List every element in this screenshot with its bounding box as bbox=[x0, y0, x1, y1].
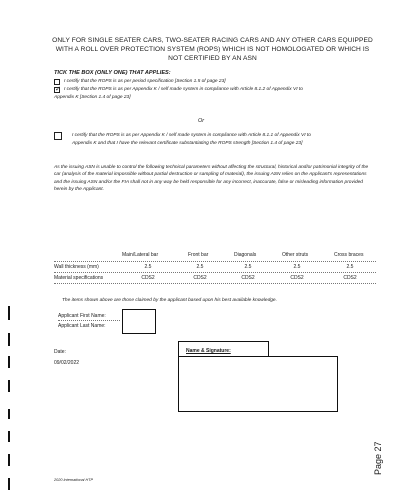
margin-mark bbox=[8, 333, 10, 346]
document-header bbox=[40, 36, 385, 63]
header-line-2: WITH A ROLL OVER PROTECTION SYSTEM (ROPS) WHICH IS NOT HOMOLOGATED OR WHICH IS bbox=[55, 46, 370, 53]
option-2-text-continued: Appendix K [Section 1.4 of page 23] bbox=[54, 95, 131, 100]
page-number: Page 27 bbox=[373, 441, 383, 475]
row-label-material-specifications: Material specifications bbox=[54, 275, 104, 281]
margin-mark bbox=[8, 380, 10, 392]
col-header-main-lateral-bar: Main/Lateral bar bbox=[122, 252, 159, 258]
applicant-last-name-label: Applicant Last Name: bbox=[58, 323, 106, 329]
tick-box-title: TICK THE BOX (ONLY ONE) THAT APPLIES: bbox=[54, 70, 171, 76]
or-separator: Or bbox=[198, 118, 205, 124]
disclaimer-paragraph: As the issuing ASN is unable to control the following technical parameters without affecting the structural, historical and/or patrimonial integrity of the car (analysis of the material impossible without partial destruction or sampling of material), the issuing ASN relies on the Applicant's representations and the issuing ASN and/or the FIA shall not in any way be held responsible for any incorrect, inaccurate, false or misleading information provided herein by the Applicant. bbox=[54, 165, 369, 193]
option-2-text: I certify that the ROPS is as per Appendix K / self made system in compliance with Article 8.1.2 of Appendix VI to bbox=[64, 87, 303, 92]
option-3-checkbox[interactable] bbox=[54, 132, 62, 140]
option-3-text-continued: Appendix K and that I have the relevant certificate substantiating the ROPS strength [Section 1.4 of page 23] bbox=[72, 141, 303, 146]
margin-mark bbox=[8, 431, 10, 442]
table-cell: CDS2 bbox=[343, 275, 357, 281]
option-1-checkbox[interactable] bbox=[54, 79, 60, 85]
margin-mark bbox=[8, 356, 10, 368]
col-header-other-struts: Other struts bbox=[282, 252, 309, 258]
date-label: Date: bbox=[54, 349, 66, 355]
option-2-checkbox[interactable] bbox=[54, 87, 60, 93]
margin-mark bbox=[8, 306, 10, 320]
margin-mark bbox=[8, 409, 10, 419]
footer-text: 2020 International HTP bbox=[54, 478, 94, 482]
table-divider bbox=[54, 261, 376, 262]
header-line-1: ONLY FOR SINGLE SEATER CARS, TWO-SEATER RACING CARS AND ANY OTHER CARS EQUIPPED bbox=[52, 37, 373, 44]
table-cell: 2.5 bbox=[196, 264, 204, 270]
row-label-wall-thickness: Wall thickness (mm) bbox=[54, 264, 99, 270]
applicant-first-name-label: Applicant First Name: bbox=[58, 313, 106, 319]
redaction-box-name bbox=[122, 309, 156, 334]
table-divider bbox=[54, 272, 376, 273]
table-cell: CDS2 bbox=[193, 275, 207, 281]
name-signature-label: Name & Signature: bbox=[186, 348, 231, 354]
margin-mark bbox=[8, 478, 10, 490]
knowledge-statement: The items shown above are those claimed by the applicant based upon his best available knowledge. bbox=[62, 298, 277, 303]
table-cell: 2.5 bbox=[244, 264, 252, 270]
col-header-front-bar: Front bar bbox=[188, 252, 209, 258]
table-cell: CDS2 bbox=[241, 275, 255, 281]
table-cell: 2.5 bbox=[346, 264, 354, 270]
redaction-box-signature bbox=[178, 356, 338, 412]
checkmark-icon: ✓ bbox=[55, 86, 61, 93]
table-cell: 2.5 bbox=[144, 264, 152, 270]
option-3-text: I certify that the ROPS is as per Appendix K / self made system in compliance with Article 8.1.1 of Appendix VI to bbox=[72, 133, 311, 138]
col-header-cross-braces: Cross braces bbox=[334, 252, 364, 258]
header-line-3: NOT CERTIFIED BY AN ASN bbox=[168, 55, 257, 62]
field-divider bbox=[58, 320, 120, 321]
table-divider bbox=[54, 283, 376, 284]
table-cell: CDS2 bbox=[141, 275, 155, 281]
table-cell: CDS2 bbox=[290, 275, 304, 281]
margin-mark bbox=[8, 454, 10, 466]
option-1-text: I certify that the ROPS is as per period specification [Section 1.5 of page 23] bbox=[64, 79, 226, 84]
col-header-diagonals: Diagonals bbox=[234, 252, 257, 258]
redaction-box-signature-top bbox=[178, 341, 269, 357]
table-cell: 2.5 bbox=[293, 264, 301, 270]
date-value: 09/02/2022 bbox=[54, 360, 80, 366]
